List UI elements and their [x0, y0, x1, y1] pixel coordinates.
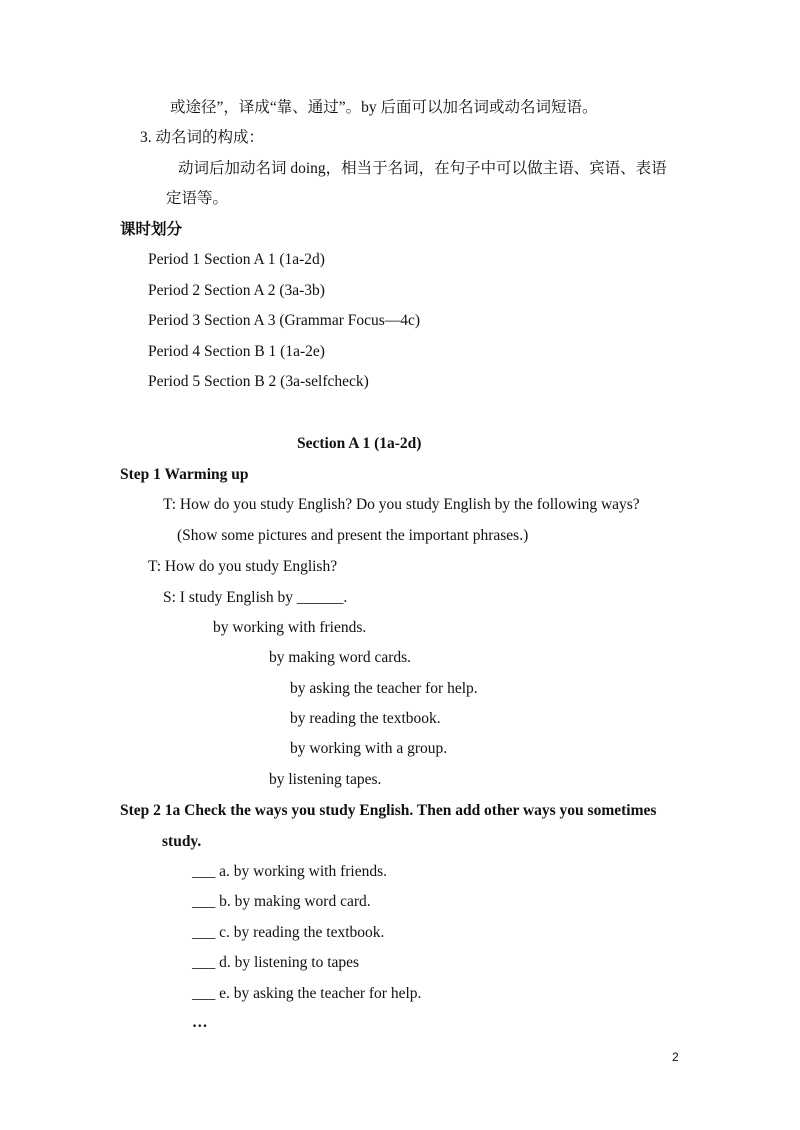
- paragraph-line: 动词后加动名词 doing，相当于名词，在句子中可以做主语、宾语、表语: [178, 160, 667, 177]
- period-item: Period 2 Section A 2 (3a-3b): [148, 282, 325, 299]
- section-title: Section A 1 (1a-2d): [297, 435, 422, 452]
- ellipsis: …: [192, 1014, 208, 1031]
- step2-heading: Step 2 1a Check the ways you study English. Then add other ways you sometimes: [120, 802, 657, 819]
- list-item-title: 3. 动名词的构成：: [140, 129, 265, 146]
- intro-line: 或途径”，译成“靠、通过”。by 后面可以加名词或动名词短语。: [170, 99, 598, 116]
- step2-heading-continued: study.: [162, 833, 202, 850]
- checklist-item: ___ b. by making word card.: [192, 893, 371, 910]
- checklist-item: ___ d. by listening to tapes: [192, 954, 360, 971]
- phrase-line: by listening tapes.: [269, 771, 382, 788]
- paragraph-line: 定语等。: [166, 190, 229, 207]
- period-item: Period 1 Section A 1 (1a-2d): [148, 251, 325, 268]
- step1-heading: Step 1 Warming up: [120, 466, 249, 483]
- page-number: 2: [672, 1050, 679, 1064]
- period-item: Period 4 Section B 1 (1a-2e): [148, 343, 325, 360]
- period-item: Period 3 Section A 3 (Grammar Focus—4c): [148, 312, 421, 329]
- dialogue-line: S: I study English by ______.: [163, 589, 348, 606]
- instruction-line: (Show some pictures and present the important phrases.): [177, 527, 529, 544]
- period-item: Period 5 Section B 2 (3a-selfcheck): [148, 373, 369, 390]
- dialogue-line: T: How do you study English?: [148, 558, 338, 575]
- checklist-item: ___ a. by working with friends.: [192, 863, 388, 880]
- phrase-line: by reading the textbook.: [290, 710, 441, 727]
- checklist-item: ___ e. by asking the teacher for help.: [192, 985, 422, 1002]
- checklist-item: ___ c. by reading the textbook.: [192, 924, 385, 941]
- phrase-line: by asking the teacher for help.: [290, 680, 478, 697]
- phrase-line: by working with friends.: [213, 619, 367, 636]
- schedule-heading: 课时划分: [120, 221, 183, 238]
- phrase-line: by working with a group.: [290, 740, 448, 757]
- phrase-line: by making word cards.: [269, 649, 412, 666]
- dialogue-line: T: How do you study English? Do you study English by the following ways?: [163, 496, 640, 513]
